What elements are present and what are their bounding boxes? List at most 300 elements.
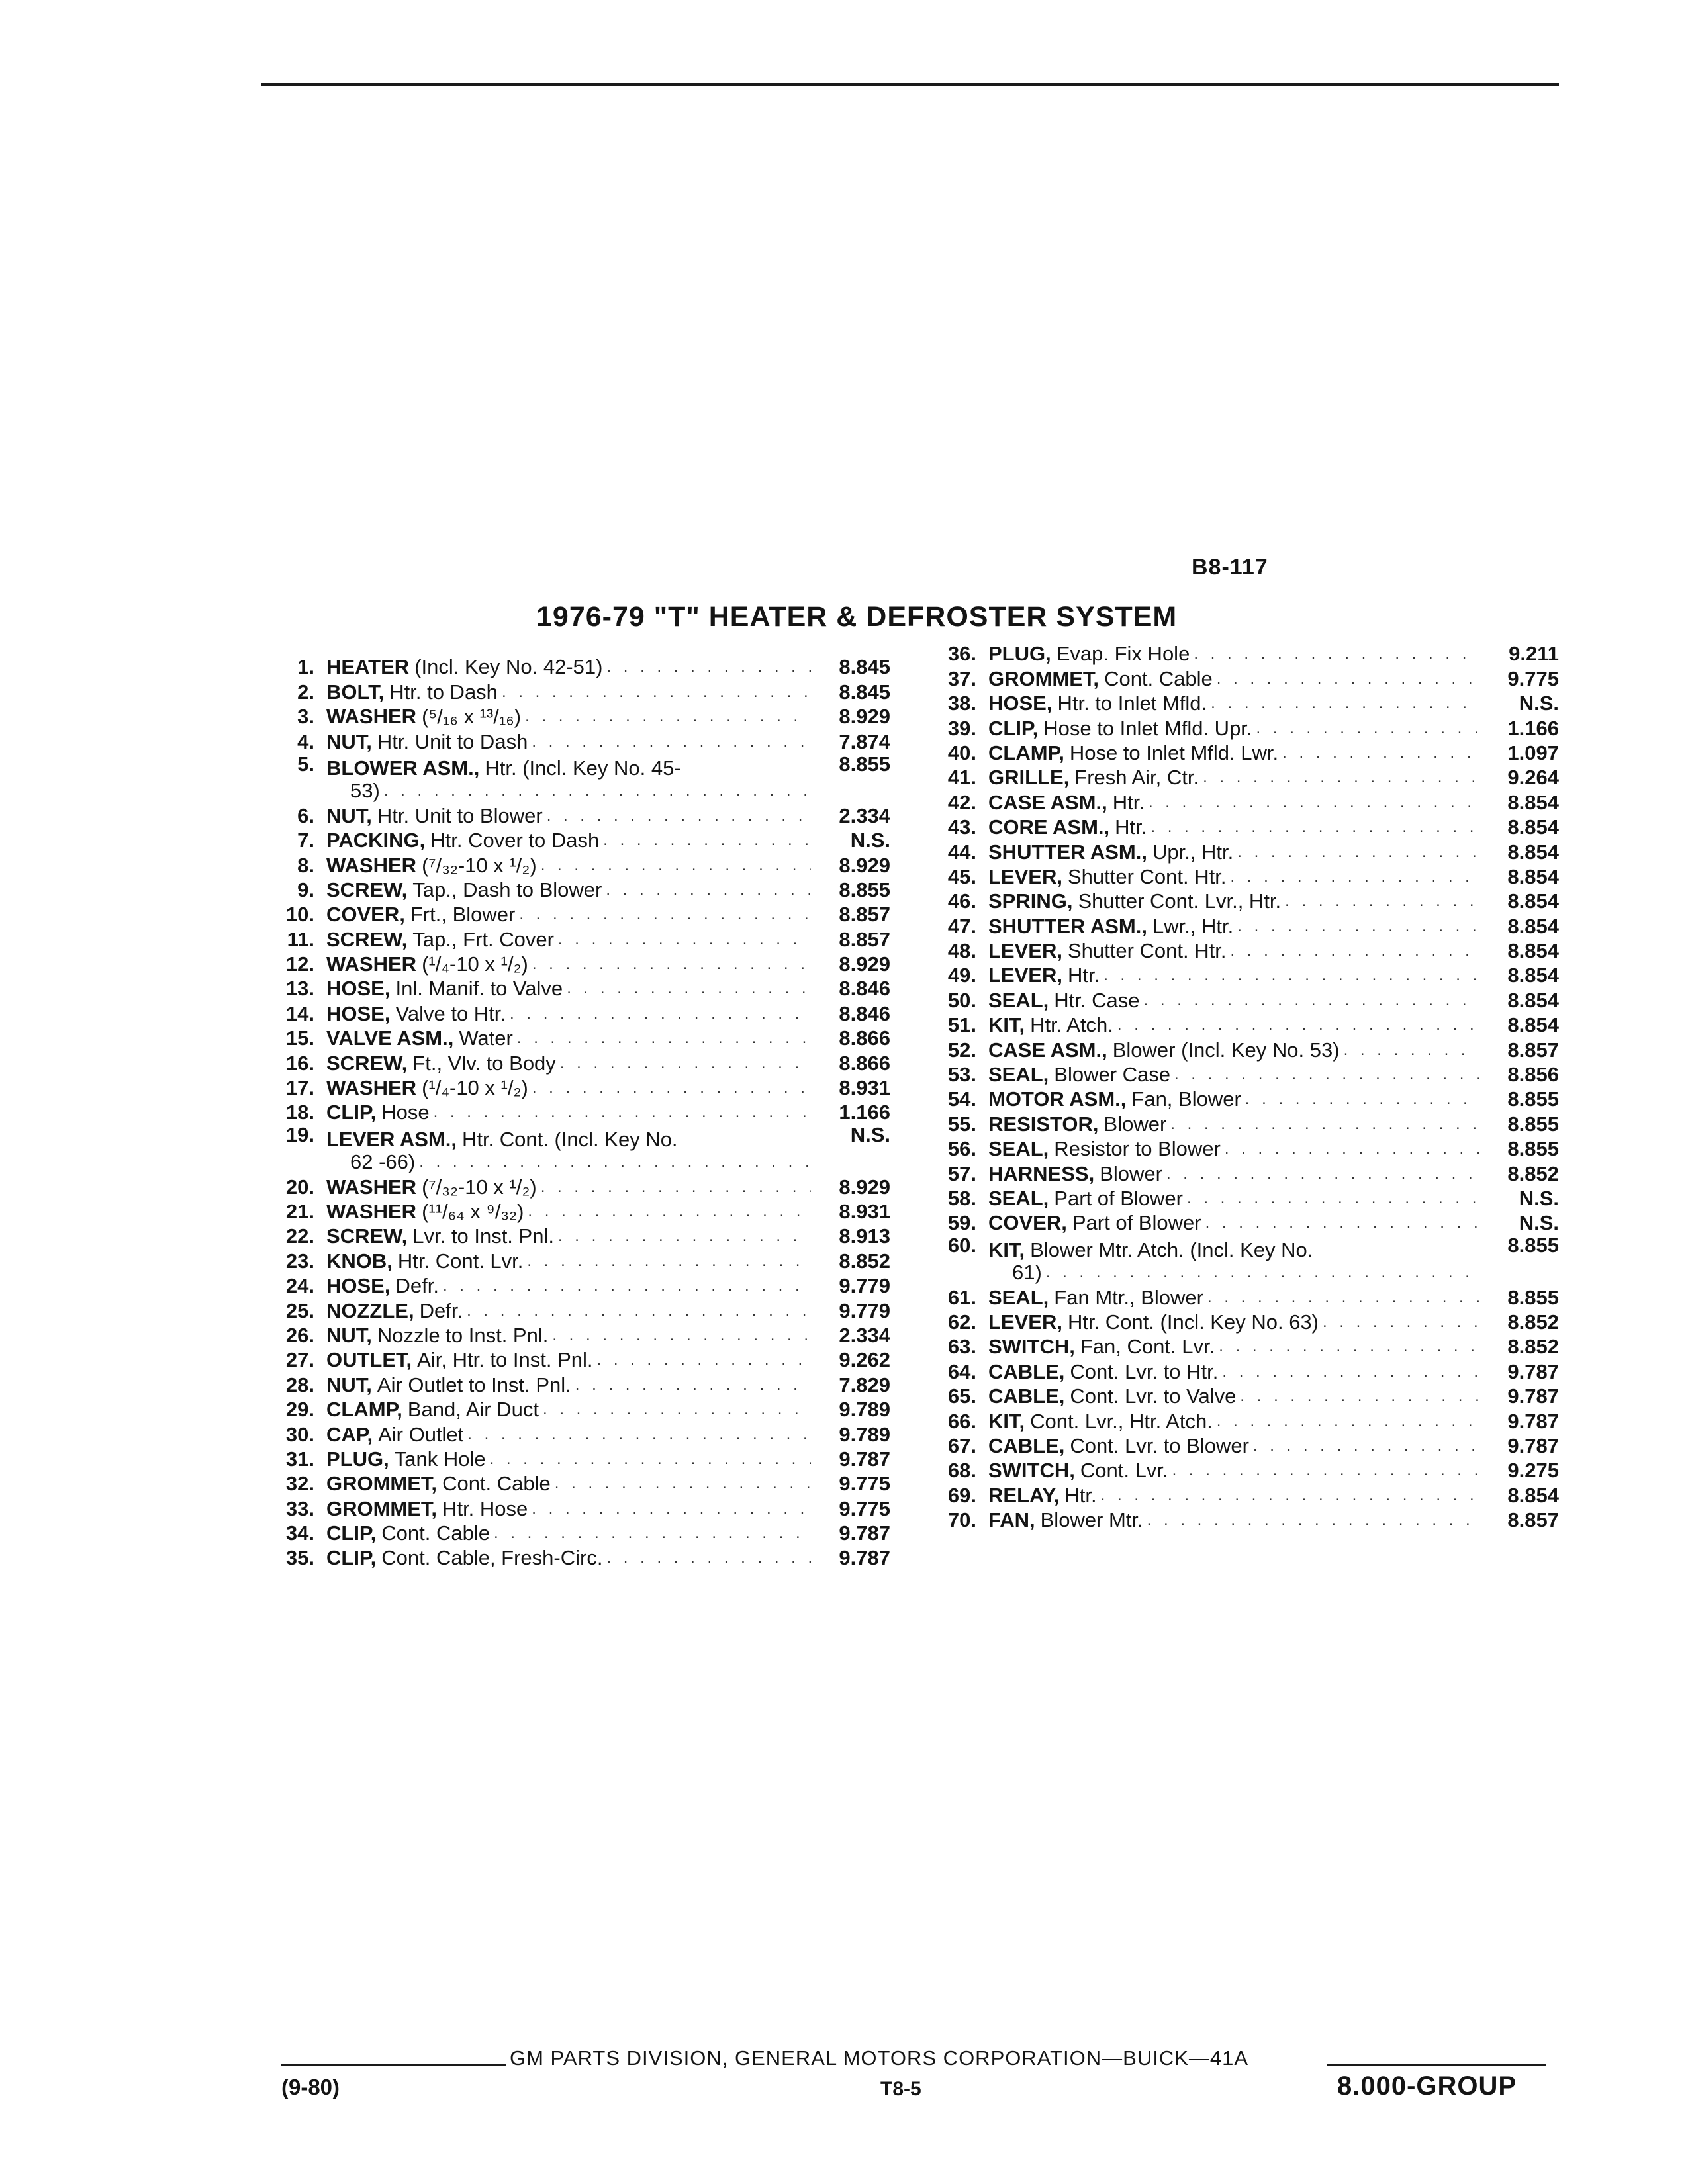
part-description: Blower Mtr. [1040, 1508, 1143, 1532]
parts-row [923, 1358, 1559, 1383]
part-key-number: 47. [947, 914, 976, 938]
part-key-number: 33. [285, 1496, 314, 1520]
part-line [326, 1473, 811, 1495]
part-description: Htr. Unit to Dash [377, 729, 528, 753]
part-key-number: 3. [297, 705, 314, 729]
leader-dots [1147, 816, 1479, 839]
leader-dots [513, 1027, 811, 1050]
part-name: HOSE, [326, 977, 391, 1001]
part-key-number: 63. [947, 1335, 976, 1359]
parts-row [923, 1309, 1559, 1334]
parts-row [923, 690, 1559, 715]
part-group-number: 9.775 [839, 1496, 890, 1520]
part-line [988, 742, 1479, 764]
part-description: Lwr., Htr. [1152, 914, 1234, 938]
leader-dots [380, 780, 811, 802]
part-key-number: 40. [947, 741, 976, 764]
part-entry [988, 816, 1479, 839]
parts-row [923, 764, 1559, 789]
part-group-number: 8.852 [1507, 1310, 1559, 1334]
part-key-number: 4. [297, 729, 314, 753]
part-line [326, 1398, 811, 1421]
part-entry [326, 705, 811, 728]
part-group-number: 8.856 [1507, 1063, 1559, 1087]
parts-row [923, 1136, 1559, 1160]
part-group-number: 9.787 [839, 1546, 890, 1570]
part-key-number: 60. [947, 1234, 976, 1257]
part-description: Tap., Frt. Cover [412, 927, 554, 951]
part-line [988, 915, 1479, 938]
part-description: Part of Blower [1054, 1186, 1183, 1210]
part-name: SWITCH, [988, 1459, 1075, 1482]
part-name: NUT, [326, 729, 372, 753]
parts-row [261, 1050, 890, 1074]
part-group-number: 8.846 [839, 1001, 890, 1025]
part-key-number: 31. [285, 1447, 314, 1471]
part-name: CAP, [326, 1422, 373, 1446]
part-description: (¹¹/₆₄ x ⁹/₃₂) [422, 1200, 524, 1224]
part-entry [988, 1212, 1479, 1234]
part-group-number: N.S. [1519, 692, 1559, 715]
part-key-number: 25. [285, 1298, 314, 1322]
part-key-number: 61. [947, 1285, 976, 1309]
part-entry [988, 1459, 1479, 1482]
part-key-number: 37. [947, 666, 976, 690]
part-description: Hose to Inlet Mfld. Upr. [1043, 716, 1252, 740]
leader-dots [430, 1101, 811, 1124]
parts-row [261, 1000, 890, 1024]
part-group-number: 8.846 [839, 977, 890, 1001]
parts-row [261, 1347, 890, 1371]
part-key-number: 53. [947, 1063, 976, 1087]
part-description: Valve to Htr. [395, 1001, 506, 1025]
part-entry [988, 1234, 1479, 1284]
leader-dots [523, 1250, 811, 1273]
parts-row [923, 1012, 1559, 1036]
leader-dots [528, 731, 811, 753]
part-key-number: 59. [947, 1211, 976, 1235]
leader-dots [463, 1300, 811, 1322]
part-name: WASHER [326, 853, 417, 877]
leader-dots [1166, 1113, 1479, 1136]
parts-row [923, 913, 1559, 937]
part-group-number: 9.775 [1507, 666, 1559, 690]
part-name: HARNESS, [988, 1161, 1095, 1185]
leader-dots [1340, 1039, 1479, 1062]
part-line-continued [988, 1261, 1479, 1284]
part-key-number: 64. [947, 1359, 976, 1383]
part-key-number: 36. [947, 642, 976, 666]
parts-row [261, 753, 890, 803]
parts-row [923, 715, 1559, 739]
leader-dots [1221, 1138, 1479, 1160]
part-name: CABLE, [988, 1359, 1065, 1383]
part-line [326, 1201, 811, 1223]
part-description: Htr. Cont. (Incl. Key No. 63) [1067, 1310, 1319, 1334]
part-name: KNOB, [326, 1249, 393, 1273]
part-line [326, 1547, 811, 1569]
part-description: (⁷/₃₂-10 x ¹/₂) [422, 1175, 537, 1199]
parts-row [923, 1408, 1559, 1432]
leader-dots [1145, 792, 1479, 814]
leader-dots [537, 854, 811, 877]
part-name: SCREW, [326, 878, 408, 901]
leader-dots [1100, 964, 1479, 987]
part-line [988, 1435, 1479, 1457]
leader-dots [1207, 692, 1479, 715]
part-line [988, 1163, 1479, 1185]
part-name: SHUTTER ASM., [988, 840, 1147, 864]
part-line [988, 1113, 1479, 1136]
part-description: Shutter Cont. Htr. [1067, 939, 1227, 963]
part-entry [988, 742, 1479, 764]
part-group-number: 9.779 [839, 1274, 890, 1298]
leader-dots [1097, 1484, 1479, 1507]
part-description: Blower [1100, 1161, 1162, 1185]
parts-row [923, 1383, 1559, 1408]
part-line [326, 879, 811, 901]
part-group-number: 8.929 [839, 952, 890, 976]
leader-dots [539, 1398, 811, 1421]
part-description: Shutter Cont. Htr. [1067, 864, 1227, 888]
part-group-number: 8.857 [1507, 1038, 1559, 1062]
part-description: Water [459, 1026, 513, 1050]
part-line [326, 656, 811, 678]
part-group-number: 8.854 [1507, 1483, 1559, 1507]
part-entry [326, 681, 811, 704]
leader-dots [524, 1201, 811, 1223]
footer-date-code: (9-80) [281, 2075, 340, 2099]
part-entry [326, 1374, 811, 1396]
part-name: FAN, [988, 1508, 1035, 1532]
leader-dots [528, 953, 811, 976]
part-name: WASHER [326, 705, 417, 729]
part-line [988, 717, 1479, 740]
parts-row [261, 1495, 890, 1520]
part-line [326, 757, 811, 780]
part-group-number: 2.334 [839, 803, 890, 827]
part-name: COVER, [988, 1211, 1067, 1235]
part-name: RESISTOR, [988, 1112, 1099, 1136]
leader-dots [1213, 1410, 1479, 1433]
leader-dots [1170, 1064, 1479, 1086]
part-group-number: 2.334 [839, 1323, 890, 1347]
part-key-number: 57. [947, 1161, 976, 1185]
part-line [988, 792, 1479, 814]
parts-row [923, 1457, 1559, 1482]
parts-row [261, 976, 890, 1000]
line-spacer [678, 1128, 811, 1151]
part-name: HOSE, [326, 1274, 391, 1298]
part-name: HOSE, [326, 1001, 391, 1025]
part-line [988, 766, 1479, 789]
leader-dots [1190, 643, 1479, 665]
part-line [988, 1088, 1479, 1111]
part-line [988, 989, 1479, 1012]
part-entry [326, 1275, 811, 1297]
parts-row [261, 951, 890, 976]
part-group-number: 8.857 [839, 927, 890, 951]
part-description: Fan, Blower [1131, 1087, 1241, 1111]
part-key-number: 43. [947, 815, 976, 839]
leader-dots [463, 1424, 811, 1446]
part-description-continued: 62 -66) [350, 1150, 416, 1174]
parts-row [261, 1421, 890, 1445]
line-spacer [1313, 1239, 1479, 1261]
leader-dots [528, 1498, 811, 1520]
part-entry [326, 1448, 811, 1471]
part-description: (⁷/₃₂-10 x ¹/₂) [422, 853, 537, 877]
part-group-number: 9.264 [1507, 766, 1559, 790]
parts-row [261, 1471, 890, 1495]
part-description: Htr. to Inlet Mfld. [1057, 692, 1207, 715]
leader-dots [571, 1374, 811, 1396]
part-description: Upr., Htr. [1152, 840, 1234, 864]
part-line [326, 1027, 811, 1050]
part-entry [326, 731, 811, 753]
part-description: Cont. Lvr. to Htr. [1070, 1359, 1219, 1383]
part-name: SCREW, [326, 927, 408, 951]
part-key-number: 58. [947, 1186, 976, 1210]
part-group-number: 1.166 [839, 1101, 890, 1124]
part-group-number: 8.854 [1507, 864, 1559, 888]
part-entry [326, 978, 811, 1000]
part-group-number: 9.789 [839, 1422, 890, 1446]
part-group-number: 9.275 [1507, 1459, 1559, 1482]
parts-row [261, 926, 890, 950]
part-description: (¹/₄-10 x ¹/₂) [422, 952, 528, 976]
part-key-number: 1. [297, 655, 314, 679]
part-line [326, 929, 811, 951]
part-name: LEVER, [988, 964, 1062, 987]
part-line [326, 1275, 811, 1297]
part-key-number: 17. [285, 1076, 314, 1100]
part-description: Htr. [1115, 815, 1147, 839]
part-entry [326, 1473, 811, 1495]
part-description: Blower Mtr. Atch. (Incl. Key No. [1030, 1238, 1313, 1262]
part-key-number: 12. [285, 952, 314, 976]
part-name: GROMMET, [988, 666, 1100, 690]
part-entry [326, 1424, 811, 1446]
leader-dots [1241, 1088, 1479, 1111]
part-name: KIT, [988, 1238, 1025, 1262]
leader-dots [1042, 1261, 1479, 1284]
leader-dots [1113, 1014, 1479, 1036]
part-group-number: 8.845 [839, 655, 890, 679]
parts-row [923, 789, 1559, 813]
part-group-number: 9.787 [839, 1522, 890, 1545]
part-group-number: 8.855 [1507, 1234, 1559, 1257]
part-line [326, 1324, 811, 1347]
part-key-number: 35. [285, 1546, 314, 1570]
part-group-number: N.S. [850, 829, 890, 852]
part-key-number: 52. [947, 1038, 976, 1062]
parts-row [923, 1086, 1559, 1111]
part-description: Htr. Hose [442, 1496, 528, 1520]
part-description: Part of Blower [1072, 1211, 1201, 1235]
part-line [988, 1014, 1479, 1036]
part-entry [988, 668, 1479, 690]
part-group-number: 8.854 [1507, 889, 1559, 913]
part-name: CABLE, [988, 1433, 1065, 1457]
part-name: NUT, [326, 1323, 372, 1347]
part-key-number: 13. [285, 977, 314, 1001]
part-group-number: 8.852 [1507, 1161, 1559, 1185]
leader-dots [528, 1077, 811, 1099]
part-key-number: 56. [947, 1137, 976, 1161]
parts-row [261, 1446, 890, 1471]
part-name: GROMMET, [326, 1496, 438, 1520]
part-entry [326, 1201, 811, 1223]
leader-dots [1319, 1311, 1479, 1334]
leader-dots [490, 1522, 811, 1545]
part-entry [988, 1187, 1479, 1210]
leader-dots [498, 681, 811, 704]
part-entry [988, 1138, 1479, 1160]
part-line [988, 841, 1479, 864]
leader-dots [1140, 989, 1479, 1012]
part-line [326, 1128, 811, 1151]
parts-row [261, 1545, 890, 1569]
parts-row [261, 877, 890, 901]
part-line [988, 1187, 1479, 1210]
part-entry [988, 1435, 1479, 1457]
parts-row [261, 1199, 890, 1223]
leader-dots [515, 903, 811, 926]
part-entry [988, 1385, 1479, 1408]
part-line [988, 1336, 1479, 1358]
part-description: Cont. Lvr. to Valve [1070, 1385, 1237, 1408]
part-key-number: 14. [285, 1001, 314, 1025]
part-entry [326, 1522, 811, 1545]
leader-dots [1201, 1212, 1479, 1234]
part-entry [326, 1398, 811, 1421]
part-name: CASE ASM., [988, 1038, 1107, 1062]
part-group-number: 8.929 [839, 853, 890, 877]
part-group-number: 8.855 [1507, 1137, 1559, 1161]
part-key-number: 51. [947, 1013, 976, 1037]
parts-row [923, 1210, 1559, 1234]
parts-row [261, 1297, 890, 1322]
leader-dots [1213, 668, 1479, 690]
parts-row [923, 814, 1559, 839]
part-key-number: 5. [297, 752, 314, 776]
part-group-number: 7.874 [839, 729, 890, 753]
part-description: Fresh Air, Ctr. [1074, 766, 1199, 790]
parts-row [261, 654, 890, 678]
part-description: Tank Hole [394, 1447, 486, 1471]
part-entry [326, 829, 811, 852]
part-key-number: 21. [285, 1200, 314, 1224]
parts-row [261, 1396, 890, 1421]
parts-row [923, 1234, 1559, 1284]
part-group-number: 9.262 [839, 1348, 890, 1372]
part-entry [988, 1088, 1479, 1111]
part-entry [326, 1300, 811, 1322]
leader-dots [551, 1473, 811, 1495]
part-key-number: 24. [285, 1274, 314, 1298]
part-key-number: 11. [287, 927, 314, 951]
part-key-number: 18. [285, 1101, 314, 1124]
part-name: CLIP, [326, 1546, 377, 1570]
leader-dots [602, 879, 811, 901]
leader-dots [1226, 940, 1479, 962]
part-description: Nozzle to Inst. Pnl. [377, 1323, 549, 1347]
part-line [326, 953, 811, 976]
part-group-number: 8.929 [839, 705, 890, 729]
part-name: RELAY, [988, 1483, 1060, 1507]
part-line [326, 1424, 811, 1446]
part-name: CLIP, [988, 716, 1039, 740]
leader-dots [1278, 742, 1479, 764]
part-group-number: N.S. [1519, 1186, 1559, 1210]
part-key-number: 16. [285, 1051, 314, 1075]
part-key-number: 42. [947, 790, 976, 814]
part-name: MOTOR ASM., [988, 1087, 1127, 1111]
leader-dots [602, 656, 811, 678]
part-name: CABLE, [988, 1385, 1065, 1408]
part-name: LEVER, [988, 864, 1062, 888]
leader-dots [439, 1275, 811, 1297]
parts-row [923, 641, 1559, 665]
part-line [988, 964, 1479, 987]
part-entry [988, 1014, 1479, 1036]
part-name: SEAL, [988, 1186, 1049, 1210]
part-line [326, 1349, 811, 1371]
part-group-number: N.S. [1519, 1211, 1559, 1235]
part-line [988, 1212, 1479, 1234]
part-description: Band, Air Duct [407, 1398, 539, 1422]
part-key-number: 48. [947, 939, 976, 963]
part-key-number: 50. [947, 988, 976, 1012]
part-description: Blower (Incl. Key No. 53) [1112, 1038, 1340, 1062]
part-line [988, 1239, 1479, 1261]
part-line [326, 854, 811, 877]
part-group-number: 8.854 [1507, 988, 1559, 1012]
part-key-number: 68. [947, 1459, 976, 1482]
parts-row [261, 802, 890, 827]
part-entry [988, 915, 1479, 938]
part-description: Inl. Manif. to Valve [395, 977, 563, 1001]
part-entry [326, 854, 811, 877]
part-name: SEAL, [988, 1285, 1049, 1309]
part-line [326, 1003, 811, 1025]
part-name: NOZZLE, [326, 1298, 414, 1322]
part-name: CLAMP, [326, 1398, 402, 1422]
figure-id: B8-117 [1192, 555, 1268, 580]
part-line [988, 1039, 1479, 1062]
part-group-number: 8.854 [1507, 840, 1559, 864]
part-name: OUTLET, [326, 1348, 412, 1372]
part-description: Htr. Cover to Dash [430, 829, 600, 852]
part-line [988, 1410, 1479, 1433]
leader-dots [537, 1176, 811, 1199]
part-name: LEVER, [988, 1310, 1062, 1334]
part-description: Htr. Atch. [1030, 1013, 1113, 1037]
leader-dots [1281, 890, 1479, 913]
part-group-number: 8.913 [839, 1224, 890, 1248]
part-group-number: 8.854 [1507, 815, 1559, 839]
part-entry [988, 866, 1479, 888]
leader-dots [1226, 866, 1479, 888]
part-entry [988, 989, 1479, 1012]
part-description: Htr. [1112, 790, 1145, 814]
part-group-number: 9.775 [839, 1472, 890, 1496]
part-name: CLAMP, [988, 741, 1064, 764]
part-line [326, 1077, 811, 1099]
part-group-number: 1.166 [1507, 716, 1559, 740]
part-name: PLUG, [988, 642, 1051, 666]
